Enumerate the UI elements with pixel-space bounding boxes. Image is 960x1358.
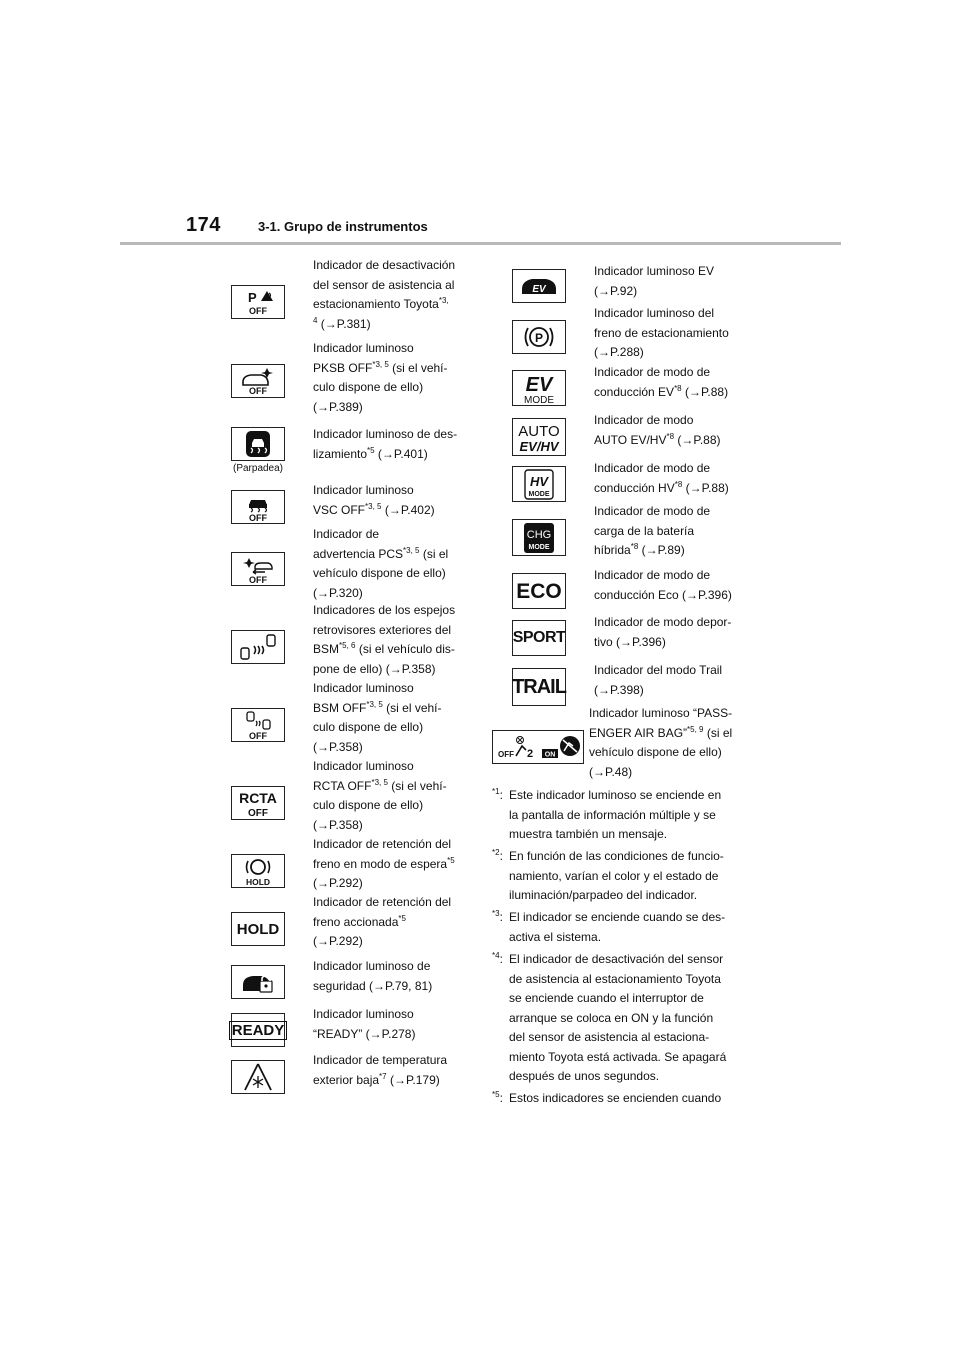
desc-brake-hold-standby: Indicador de retención del freno en modo de espera$^{*5}$ (→P.292) <box>313 837 455 890</box>
low-temp-icon <box>231 1060 285 1094</box>
passenger-airbag-icon <box>492 730 584 764</box>
ready-icon: READY <box>231 1013 285 1047</box>
desc-ev-mode: Indicador de modo de conducción EV$^{*8}$ (→P.88) <box>594 365 729 399</box>
header-rule <box>120 242 841 245</box>
desc-parking-sensor-off: Indicador de desactivación del sensor de asistencia al estacionamiento Toyota$^{*3,}$ $^4$ (→P.381) <box>313 258 456 331</box>
hv-mode-icon <box>512 466 566 502</box>
ev-indicator-icon <box>512 269 566 303</box>
desc-auto-ev-hv: Indicador de modo AUTO EV/HV$^{*8}$ (→P.88) <box>594 413 721 447</box>
svg-text:2: 2 <box>527 748 534 760</box>
trail-icon: TRAIL <box>512 668 566 706</box>
parking-brake-icon <box>512 320 566 354</box>
desc-security: Indicador luminoso de seguridad (→P.79, 81) <box>313 959 433 993</box>
svg-text:OFF: OFF <box>249 386 267 396</box>
chg-mode-icon <box>512 519 566 556</box>
eco-icon: ECO <box>512 573 566 609</box>
footnote-3: $^{*3}$: El indicador se enciende cuando se des- activa el sistema. <box>492 909 726 944</box>
desc-parking-brake: Indicador luminoso del freno de estacionamiento (→P.288) <box>594 306 729 359</box>
desc-pksb-off: Indicador luminoso PKSB OFF$^{*3, 5}$ (si el vehí- culo dispone de ello) (→P.389) <box>313 341 448 414</box>
sport-icon: SPORT <box>512 620 566 656</box>
footnote-2: $^{*2}$: En función de las condiciones de funcio- namiento, varían el color y el estado de iluminación/parpadeo del indicador. <box>492 848 724 902</box>
p-glyph: P <box>248 290 257 305</box>
bsm-mirror-icon <box>231 630 285 664</box>
desc-bsm-mirror: Indicadores de los espejos retrovisores exteriores del BSM$^{*5, 6}$ (si el vehículo dis- pone de ello) (→P.358) <box>313 603 456 676</box>
svg-text:OFF: OFF <box>248 808 268 818</box>
desc-vsc-off: Indicador luminoso VSC OFF$^{*3, 5}$ (→P.402) <box>313 483 435 517</box>
footnote-4: $^{*4}$: El indicador de desactivación del sensor de asistencia al estacionamiento Toyota se enciende cuando el interruptor de arranque se coloca en ON y la función del sensor de asistencia al estaciona- miento Toyota está activada. Se apagará después de unos segundos. <box>492 951 727 1083</box>
desc-ready: Indicador luminoso “READY” (→P.278) <box>313 1007 416 1041</box>
rcta-off-icon <box>231 786 285 820</box>
svg-text:OFF: OFF <box>249 575 267 584</box>
parking-sensor-off-icon <box>231 285 285 319</box>
svg-text:EV: EV <box>532 284 546 295</box>
svg-text:OFF: OFF <box>249 513 267 522</box>
svg-text:EV/HV: EV/HV <box>519 438 559 454</box>
brake-hold-standby-icon <box>231 854 285 888</box>
svg-text:AUTO: AUTO <box>518 422 560 440</box>
page-number: 174 <box>186 214 221 236</box>
desc-sport: Indicador de modo depor- tivo (→P.396) <box>594 615 732 649</box>
svg-text:OFF: OFF <box>249 731 267 740</box>
desc-bsm-off: Indicador luminoso BSM OFF$^{*3, 5}$ (si el vehí- culo dispone de ello) (→P.358) <box>313 681 442 754</box>
bsm-off-icon <box>231 708 285 742</box>
footnote-1: $^{*1}$: Este indicador luminoso se enciende en la pantalla de información múltiple y se muestra también un mensaje. <box>492 787 722 841</box>
pksb-off-icon <box>231 364 285 398</box>
svg-text:EV: EV <box>525 373 553 396</box>
desc-chg-mode: Indicador de modo de carga de la batería híbrida$^{*8}$ (→P.89) <box>594 504 711 557</box>
desc-brake-hold-engaged: Indicador de retención del freno accionada$^{*5}$ (→P.292) <box>313 895 452 948</box>
desc-pcs-warning: Indicador de advertencia PCS$^{*3, 5}$ (si el vehículo dispone de ello) (→P.320) <box>313 527 449 600</box>
auto-ev-hv-icon <box>512 418 566 456</box>
desc-trail: Indicador del modo Trail (→P.398) <box>594 663 723 697</box>
desc-ev-indicator: Indicador luminoso EV (→P.92) <box>594 264 715 298</box>
security-icon <box>231 965 285 999</box>
svg-text:OFF: OFF <box>249 306 267 316</box>
vsc-off-icon <box>231 490 285 524</box>
svg-text:MODE: MODE <box>528 490 550 498</box>
svg-text:CHG: CHG <box>526 528 552 541</box>
desc-low-temp: Indicador de temperatura exterior baja$^{*7}$ (→P.179) <box>313 1053 448 1087</box>
pcs-warning-icon <box>231 552 285 586</box>
ev-mode-icon <box>512 370 566 406</box>
svg-text:MODE: MODE <box>524 394 554 405</box>
blink-caption: (Parpadea) <box>232 463 284 474</box>
slip-icon <box>231 427 285 461</box>
svg-text:MODE: MODE <box>528 543 550 551</box>
footnote-5: $^{*5}$: Estos indicadores se encienden cuando <box>492 1090 722 1105</box>
svg-text:HOLD: HOLD <box>245 877 271 886</box>
brake-hold-engaged-icon: HOLD <box>231 912 285 946</box>
svg-text:HV: HV <box>529 473 549 489</box>
desc-hv-mode: Indicador de modo de conducción HV$^{*8}$ (→P.88) <box>594 461 729 495</box>
desc-eco: Indicador de modo de conducción Eco (→P.396) <box>594 568 732 602</box>
section-title: 3-1. Grupo de instrumentos <box>258 219 428 234</box>
desc-passenger-airbag: Indicador luminoso “PASS- ENGER AIR BAG”$^{*5, 9}$ (si el vehículo dispone de ello) (→P.48) <box>589 706 733 779</box>
svg-text:RCTA: RCTA <box>239 790 277 806</box>
svg-text:OFF: OFF <box>498 750 514 759</box>
desc-rcta-off: Indicador luminoso RCTA OFF$^{*3, 5}$ (si el vehí- culo dispone de ello) (→P.358) <box>313 759 447 832</box>
svg-text:P: P <box>534 331 544 345</box>
desc-slip: Indicador luminoso de des- lizamiento$^{*5}$ (→P.401) <box>313 427 458 461</box>
svg-text:ON: ON <box>544 751 556 759</box>
